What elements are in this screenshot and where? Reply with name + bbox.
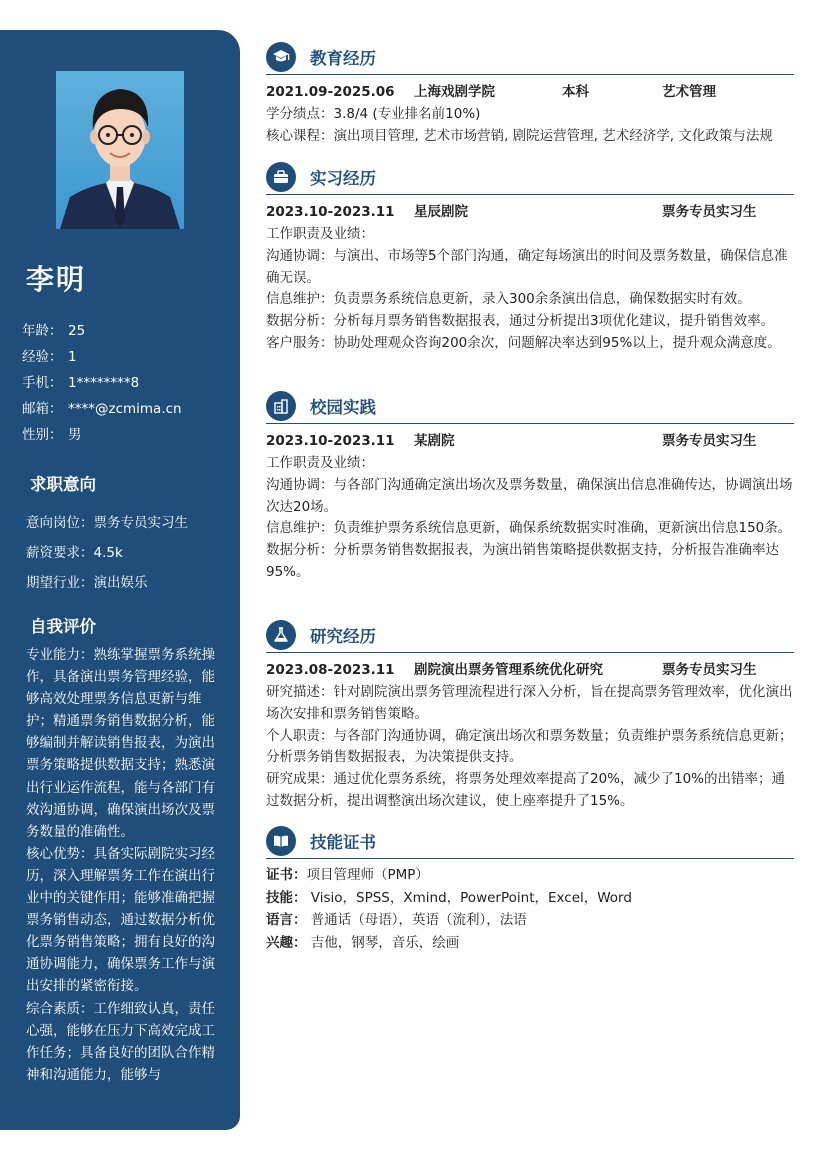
- research-role: 票务专员实习生: [662, 662, 757, 678]
- skill-row: 技能： Visio，SPSS，Xmind，PowerPoint，Excel，Word: [266, 889, 632, 906]
- info-gender: 性别： 男: [22, 427, 82, 443]
- campus-head: [266, 429, 794, 453]
- self-evaluation: [26, 644, 216, 1086]
- intent-row: 意向岗位：票务专员实习生: [26, 515, 188, 531]
- campus-line: 沟通协调：与各部门沟通确定演出场次及票务数量，确保演出信息准确传达，协调演出场次达20场。: [266, 476, 793, 515]
- intent-row: 薪资要求：4.5k: [26, 545, 123, 561]
- research-head: [266, 658, 794, 682]
- internship-head: [266, 200, 794, 224]
- campus-org: 某剧院: [414, 433, 455, 449]
- edu-period: 2021.09-2025.06: [266, 84, 395, 100]
- intern-line: 数据分析：分析每月票务销售数据报表，通过分析提出3项优化建议，提升销售效率。: [266, 313, 775, 330]
- section-title: 校园实践: [310, 398, 376, 417]
- basic-info: [22, 318, 232, 448]
- edu-school: 上海戏剧学院: [414, 84, 495, 100]
- skill-row: 语言： 普通话（母语），英语（流利），法语: [266, 912, 527, 928]
- intern-line: 客户服务：协助处理观众咨询200余次，问题解决率达到95%以上，提升观众满意度。: [266, 334, 781, 351]
- book-icon: [266, 826, 296, 856]
- graduation-cap-icon: [266, 42, 296, 72]
- briefcase-icon: [266, 162, 296, 192]
- self-eval-paragraph: 综合素质：工作细致认真，责任心强，能够在压力下高效完成工作任务；具备良好的团队合作精神和沟通能力，能够与: [26, 1000, 215, 1083]
- section-title: 研究经历: [310, 627, 376, 646]
- intern-period: 2023.10-2023.11: [266, 204, 395, 220]
- research-period: 2023.08-2023.11: [266, 662, 395, 678]
- section-title: 教育经历: [310, 49, 376, 68]
- section-header: [266, 824, 794, 859]
- section-header: [266, 160, 794, 195]
- education-head: [266, 80, 794, 104]
- flask-icon: [266, 620, 296, 650]
- campus-line: 工作职责及业绩：: [266, 455, 374, 471]
- section-header: [266, 618, 794, 653]
- self-eval-paragraph: 核心优势：具备实际剧院实习经历，深入理解票务工作在演出行业中的关键作用；能够准确把握票务销售动态，通过数据分析优化票务销售策略；拥有良好的沟通协调能力，确保票务工作与演出安排的紧密衔接。: [26, 845, 215, 995]
- info-age: 年龄： 25: [22, 323, 86, 339]
- intern-line: 沟通协调：与演出、市场等5个部门沟通，确定每场演出的时间及票务数量，确保信息准确无误。: [266, 247, 788, 286]
- info-phone: 手机： 1********8: [22, 375, 140, 391]
- campus-period: 2023.10-2023.11: [266, 433, 395, 449]
- section-header: [266, 389, 794, 424]
- self-eval-paragraph: 专业能力：熟练掌握票务系统操作，具备演出票务管理经验，能够高效处理票务信息更新与维护；精通票务销售数据分析，能够编制并解读销售报表，为演出票务策略提供数据支持；熟悉演出行业运作流程，能与各部门有效沟通协调，确保演出场次及票务数量的准确性。: [26, 647, 215, 840]
- intent-row: 期望行业：演出娱乐: [26, 575, 148, 591]
- section-header: [266, 40, 794, 75]
- edu-line: 核心课程：演出项目管理, 艺术市场营销, 剧院运营管理, 艺术经济学, 文化政策与法规: [266, 127, 773, 144]
- intern-line: 工作职责及业绩：: [266, 226, 374, 242]
- skills-section: [266, 824, 794, 954]
- intern-role: 票务专员实习生: [662, 204, 757, 220]
- edu-degree: 本科: [562, 84, 589, 100]
- edu-line: 学分绩点：3.8/4 (专业排名前10%): [266, 106, 481, 122]
- research-section: [266, 618, 794, 813]
- research-project: 剧院演出票务管理系统优化研究: [414, 662, 603, 678]
- campus-section: [266, 389, 794, 584]
- education-section: [266, 40, 794, 148]
- sidebar: [0, 30, 240, 1130]
- internship-section: [266, 160, 794, 355]
- candidate-name: 李明: [26, 263, 87, 296]
- section-title: 技能证书: [310, 833, 376, 852]
- campus-line: 信息维护：负责维护票务系统信息更新，确保系统数据实时准确，更新演出信息150条。: [266, 520, 792, 537]
- research-line: 个人职责：与各部门沟通协调，确定演出场次和票务数量；负责维护票务系统信息更新；分析票务销售数据报表，为决策提供支持。: [266, 727, 793, 766]
- job-intent: [26, 508, 236, 598]
- info-email: 邮箱： ****@zcmima.cn: [22, 401, 182, 417]
- section-title: 实习经历: [310, 169, 376, 188]
- campus-role: 票务专员实习生: [662, 433, 757, 449]
- skills-list: [266, 864, 794, 954]
- skill-row: 兴趣： 吉他，钢琴，音乐，绘画: [266, 934, 460, 951]
- campus-line: 数据分析：分析票务销售数据报表，为演出销售策略提供数据支持，分析报告准确率达95%。: [266, 542, 779, 580]
- research-line: 研究成果：通过优化票务系统，将票务处理效率提高了20%，减少了10%的出错率；通过数据分析，提出调整演出场次建议，使上座率提升了15%。: [266, 771, 786, 809]
- avatar-photo: [56, 71, 184, 229]
- intern-company: 星辰剧院: [414, 204, 468, 220]
- self-eval-title: 自我评价: [30, 617, 96, 636]
- research-line: 研究描述：针对剧院演出票务管理流程进行深入分析，旨在提高票务管理效率，优化演出场次安排和票务销售策略。: [266, 684, 793, 722]
- building-icon: [266, 391, 296, 421]
- intern-line: 信息维护：负责票务系统信息更新，录入300余条演出信息，确保数据实时有效。: [266, 291, 751, 308]
- intent-title: 求职意向: [30, 475, 96, 494]
- edu-major: 艺术管理: [662, 84, 716, 100]
- info-experience: 经验： 1: [22, 349, 77, 365]
- skill-row: 证书：项目管理师（PMP）: [266, 867, 429, 883]
